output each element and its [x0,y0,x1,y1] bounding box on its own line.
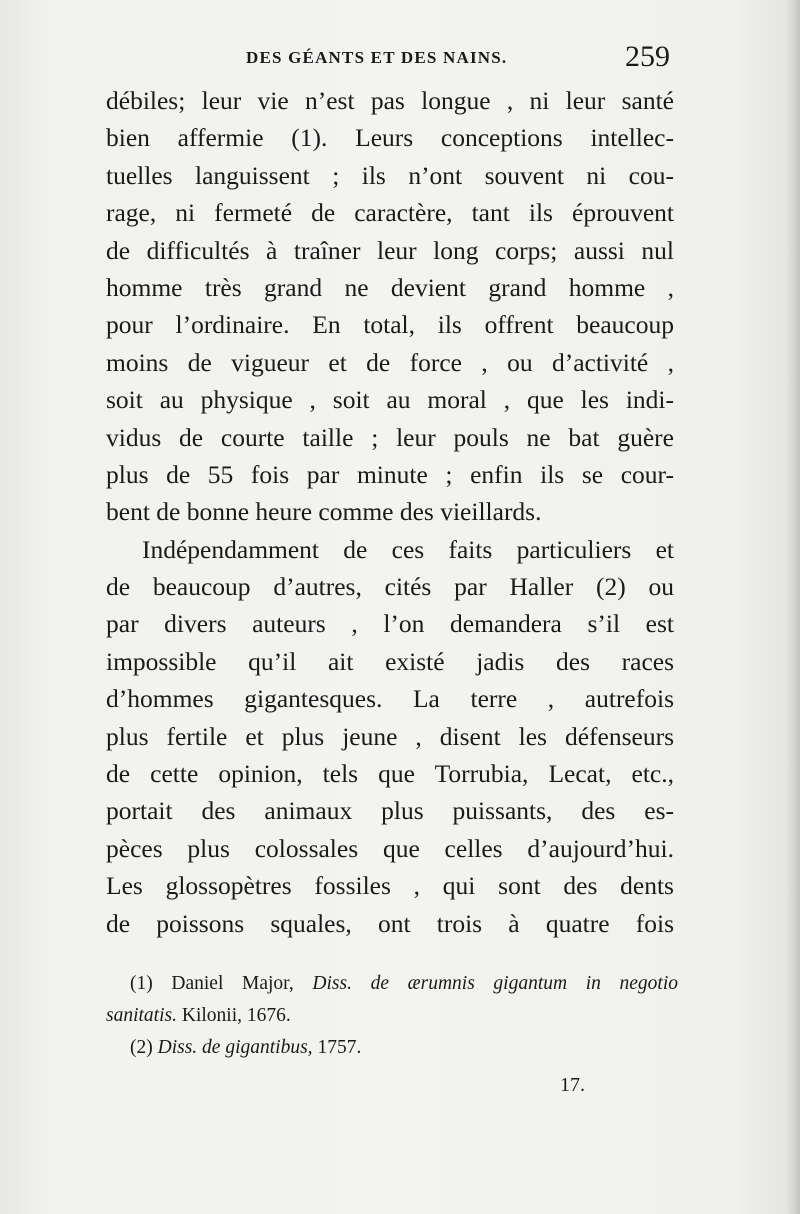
text-line: pour l’ordinaire. En total, ils offrent beaucoup [106,310,674,340]
footnote-1-continued [106,1000,678,1032]
text-line: de cette opinion, tels que Torrubia, Lecat, etc., [106,759,674,789]
footnote-1 [106,968,678,1000]
text-line: vidus de courte taille ; leur pouls ne bat guère [106,422,674,452]
text-line: rage, ni fermeté de caractère, tant ils éprouvent [106,198,674,228]
text-line: impossible qu’il ait existé jadis des races [106,646,674,676]
page-number: 259 [625,40,670,73]
footnote-1-title: Diss. de ærumnis gigantum in negotio [312,973,679,994]
text-line: Les glossopètres fossiles , qui sont des dents [106,871,674,901]
footnote-1-title-cont: sanitatis. [106,1005,177,1026]
footnote-1-rest: Kilonii, 1676. [181,1005,291,1026]
text-line: plus de 55 fois par minute ; enfin ils se cour- [106,459,674,489]
text-line: plus fertile et plus jeune , disent les défenseurs [106,721,674,751]
paragraph-last-line: bent de bonne heure comme des vieillards. [106,497,542,527]
text-line: de beaucoup d’autres, cités par Haller (2) ou [106,572,674,602]
body-text [106,82,674,942]
paragraph-first-line: Indépendamment de ces faits particuliers et [142,534,674,564]
page-edge-shadow [786,0,800,1214]
text-line: moins de vigueur et de force , ou d’activité , [106,347,674,377]
footnote-2-number: (2) [130,1037,153,1058]
text-line: portait des animaux plus puissants, des es- [106,796,674,826]
footnote-2 [106,1032,678,1064]
signature-mark: 17. [560,1074,585,1096]
text-line: débiles; leur vie n’est pas longue , ni leur santé [106,86,674,115]
footnote-1-number: (1) [130,973,153,994]
footnote-2-title: Diss. de gigantibus, [157,1037,313,1058]
footnote-2-rest: 1757. [317,1037,362,1058]
text-line: tuelles languissent ; ils n’ont souvent ni cou- [106,160,674,190]
footnote-1-author: Daniel Major, [171,973,294,994]
text-line: par divers auteurs , l’on demandera s’il est [106,609,674,639]
text-line: pèces plus colossales que celles d’aujourd’hui. [106,833,674,863]
text-line: d’hommes gigantesques. La terre , autrefois [106,684,674,714]
text-line: bien affermie (1). Leurs conceptions intellec- [106,123,674,153]
text-line: de poissons squales, ont trois à quatre fois [106,908,674,938]
footnotes [106,968,678,1064]
running-head: DES GÉANTS ET DES NAINS. [246,48,508,67]
text-line: homme très grand ne devient grand homme , [106,272,674,302]
text-line: soit au physique , soit au moral , que les indi- [106,385,674,415]
text-line: de difficultés à traîner leur long corps; aussi nul [106,235,674,265]
page-header [106,40,674,80]
